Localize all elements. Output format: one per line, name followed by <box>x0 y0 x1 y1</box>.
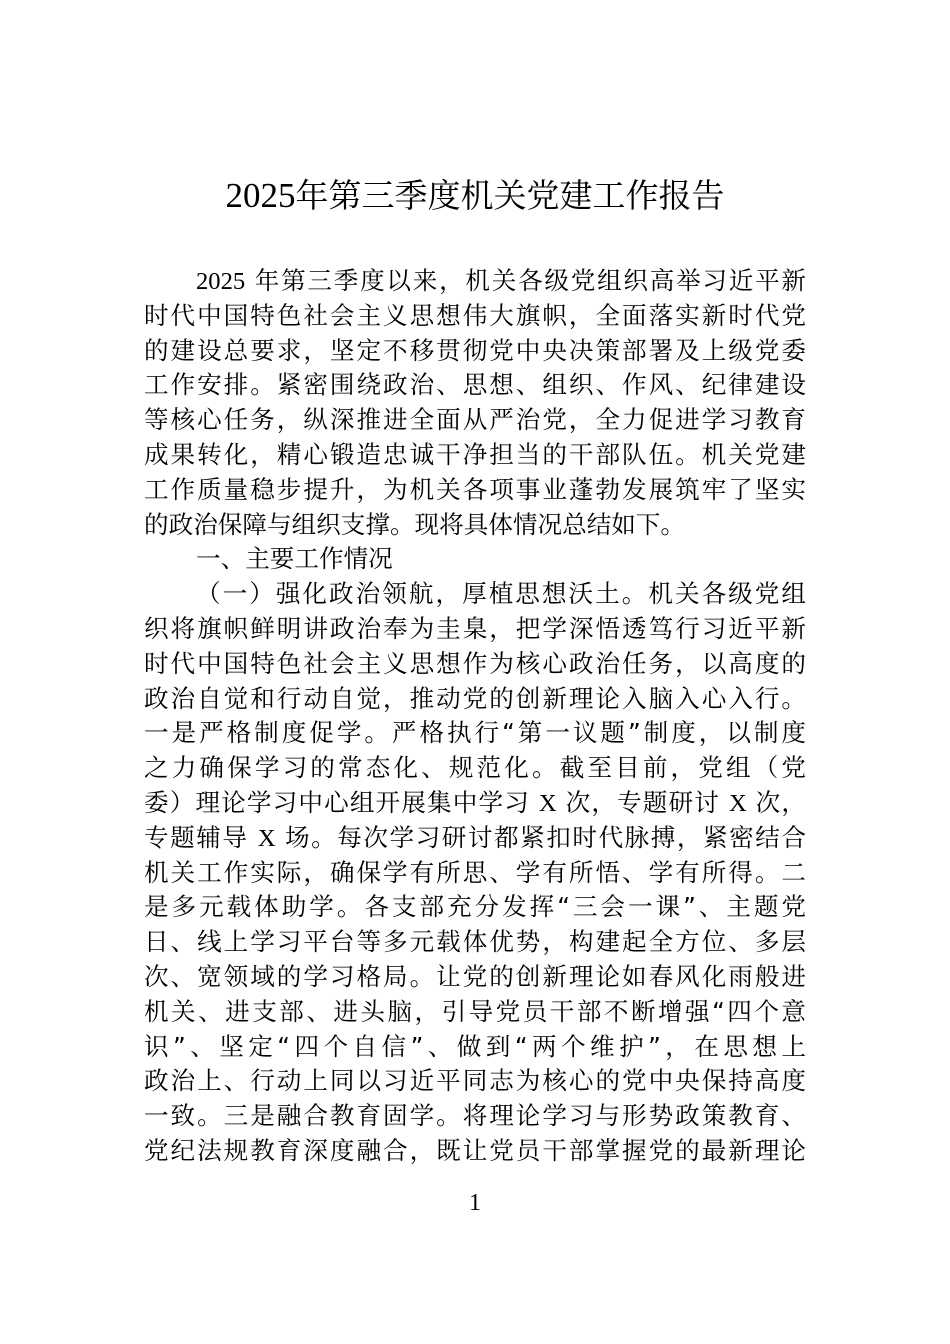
paragraph-line: 党纪法规教育深度融合，既让党员干部掌握党的最新理论 <box>144 1135 806 1165</box>
paragraph-line: 机关、进支部、进头脑，引导党员干部不断增强“四个意 <box>144 996 806 1026</box>
paragraph-line: 织将旗帜鲜明讲政治奉为圭臬，把学深悟透笃行习近平新 <box>144 613 806 643</box>
paragraph-line: 一致。三是融合教育固学。将理论学习与形势政策教育、 <box>144 1101 806 1131</box>
paragraph-line: 工作质量稳步提升，为机关各项事业蓬勃发展筑牢了坚实 <box>144 474 806 504</box>
paragraph-line: 机关工作实际，确保学有所思、学有所悟、学有所得。二 <box>144 857 806 887</box>
paragraph-line: 的建设总要求，坚定不移贯彻党中央决策部署及上级党委 <box>144 335 806 365</box>
paragraph-line: 之力确保学习的常态化、规范化。截至目前，党组（党 <box>144 753 806 783</box>
section-heading: 一、主要工作情况 <box>196 544 393 574</box>
paragraph-line: 工作安排。紧密围绕政治、思想、组织、作风、纪律建设 <box>144 370 806 400</box>
paragraph-line: 时代中国特色社会主义思想伟大旗帜，全面落实新时代党 <box>144 300 806 330</box>
paragraph-line: （一）强化政治领航，厚植思想沃土。机关各级党组 <box>196 579 806 609</box>
paragraph-line: 的政治保障与组织支撑。现将具体情况总结如下。 <box>144 509 686 539</box>
paragraph-line: 时代中国特色社会主义思想作为核心政治任务，以高度的 <box>144 648 806 678</box>
page-number: 1 <box>469 1190 481 1216</box>
document-title: 2025年第三季度机关党建工作报告 <box>225 176 725 215</box>
paragraph-line: 识”、坚定“四个自信”、做到“两个维护”，在思想上 <box>144 1031 806 1061</box>
paragraph-line: 日、线上学习平台等多元载体优势，构建起全方位、多层 <box>144 927 806 957</box>
paragraph-line: 政治自觉和行动自觉，推动党的创新理论入脑入心入行。 <box>144 683 806 713</box>
paragraph-line: 等核心任务，纵深推进全面从严治党，全力促进学习教育 <box>144 405 806 435</box>
paragraph-line: 专题辅导 X 场。每次学习研讨都紧扣时代脉搏，紧密结合 <box>144 822 806 852</box>
paragraph-line: 一是严格制度促学。严格执行“第一议题”制度，以制度 <box>144 718 806 748</box>
paragraph-line: 是多元载体助学。各支部充分发挥“三会一课”、主题党 <box>144 892 806 922</box>
paragraph-line: 次、宽领域的学习格局。让党的创新理论如春风化雨般进 <box>144 961 806 991</box>
document-body <box>144 264 806 1169</box>
paragraph-line: 委）理论学习中心组开展集中学习 X 次，专题研讨 X 次， <box>144 787 806 817</box>
paragraph-line: 成果转化，精心锻造忠诚干净担当的干部队伍。机关党建 <box>144 439 806 469</box>
paragraph-line: 2025 年第三季度以来，机关各级党组织高举习近平新 <box>196 266 806 295</box>
paragraph-line: 政治上、行动上同以习近平同志为核心的党中央保持高度 <box>144 1066 806 1096</box>
